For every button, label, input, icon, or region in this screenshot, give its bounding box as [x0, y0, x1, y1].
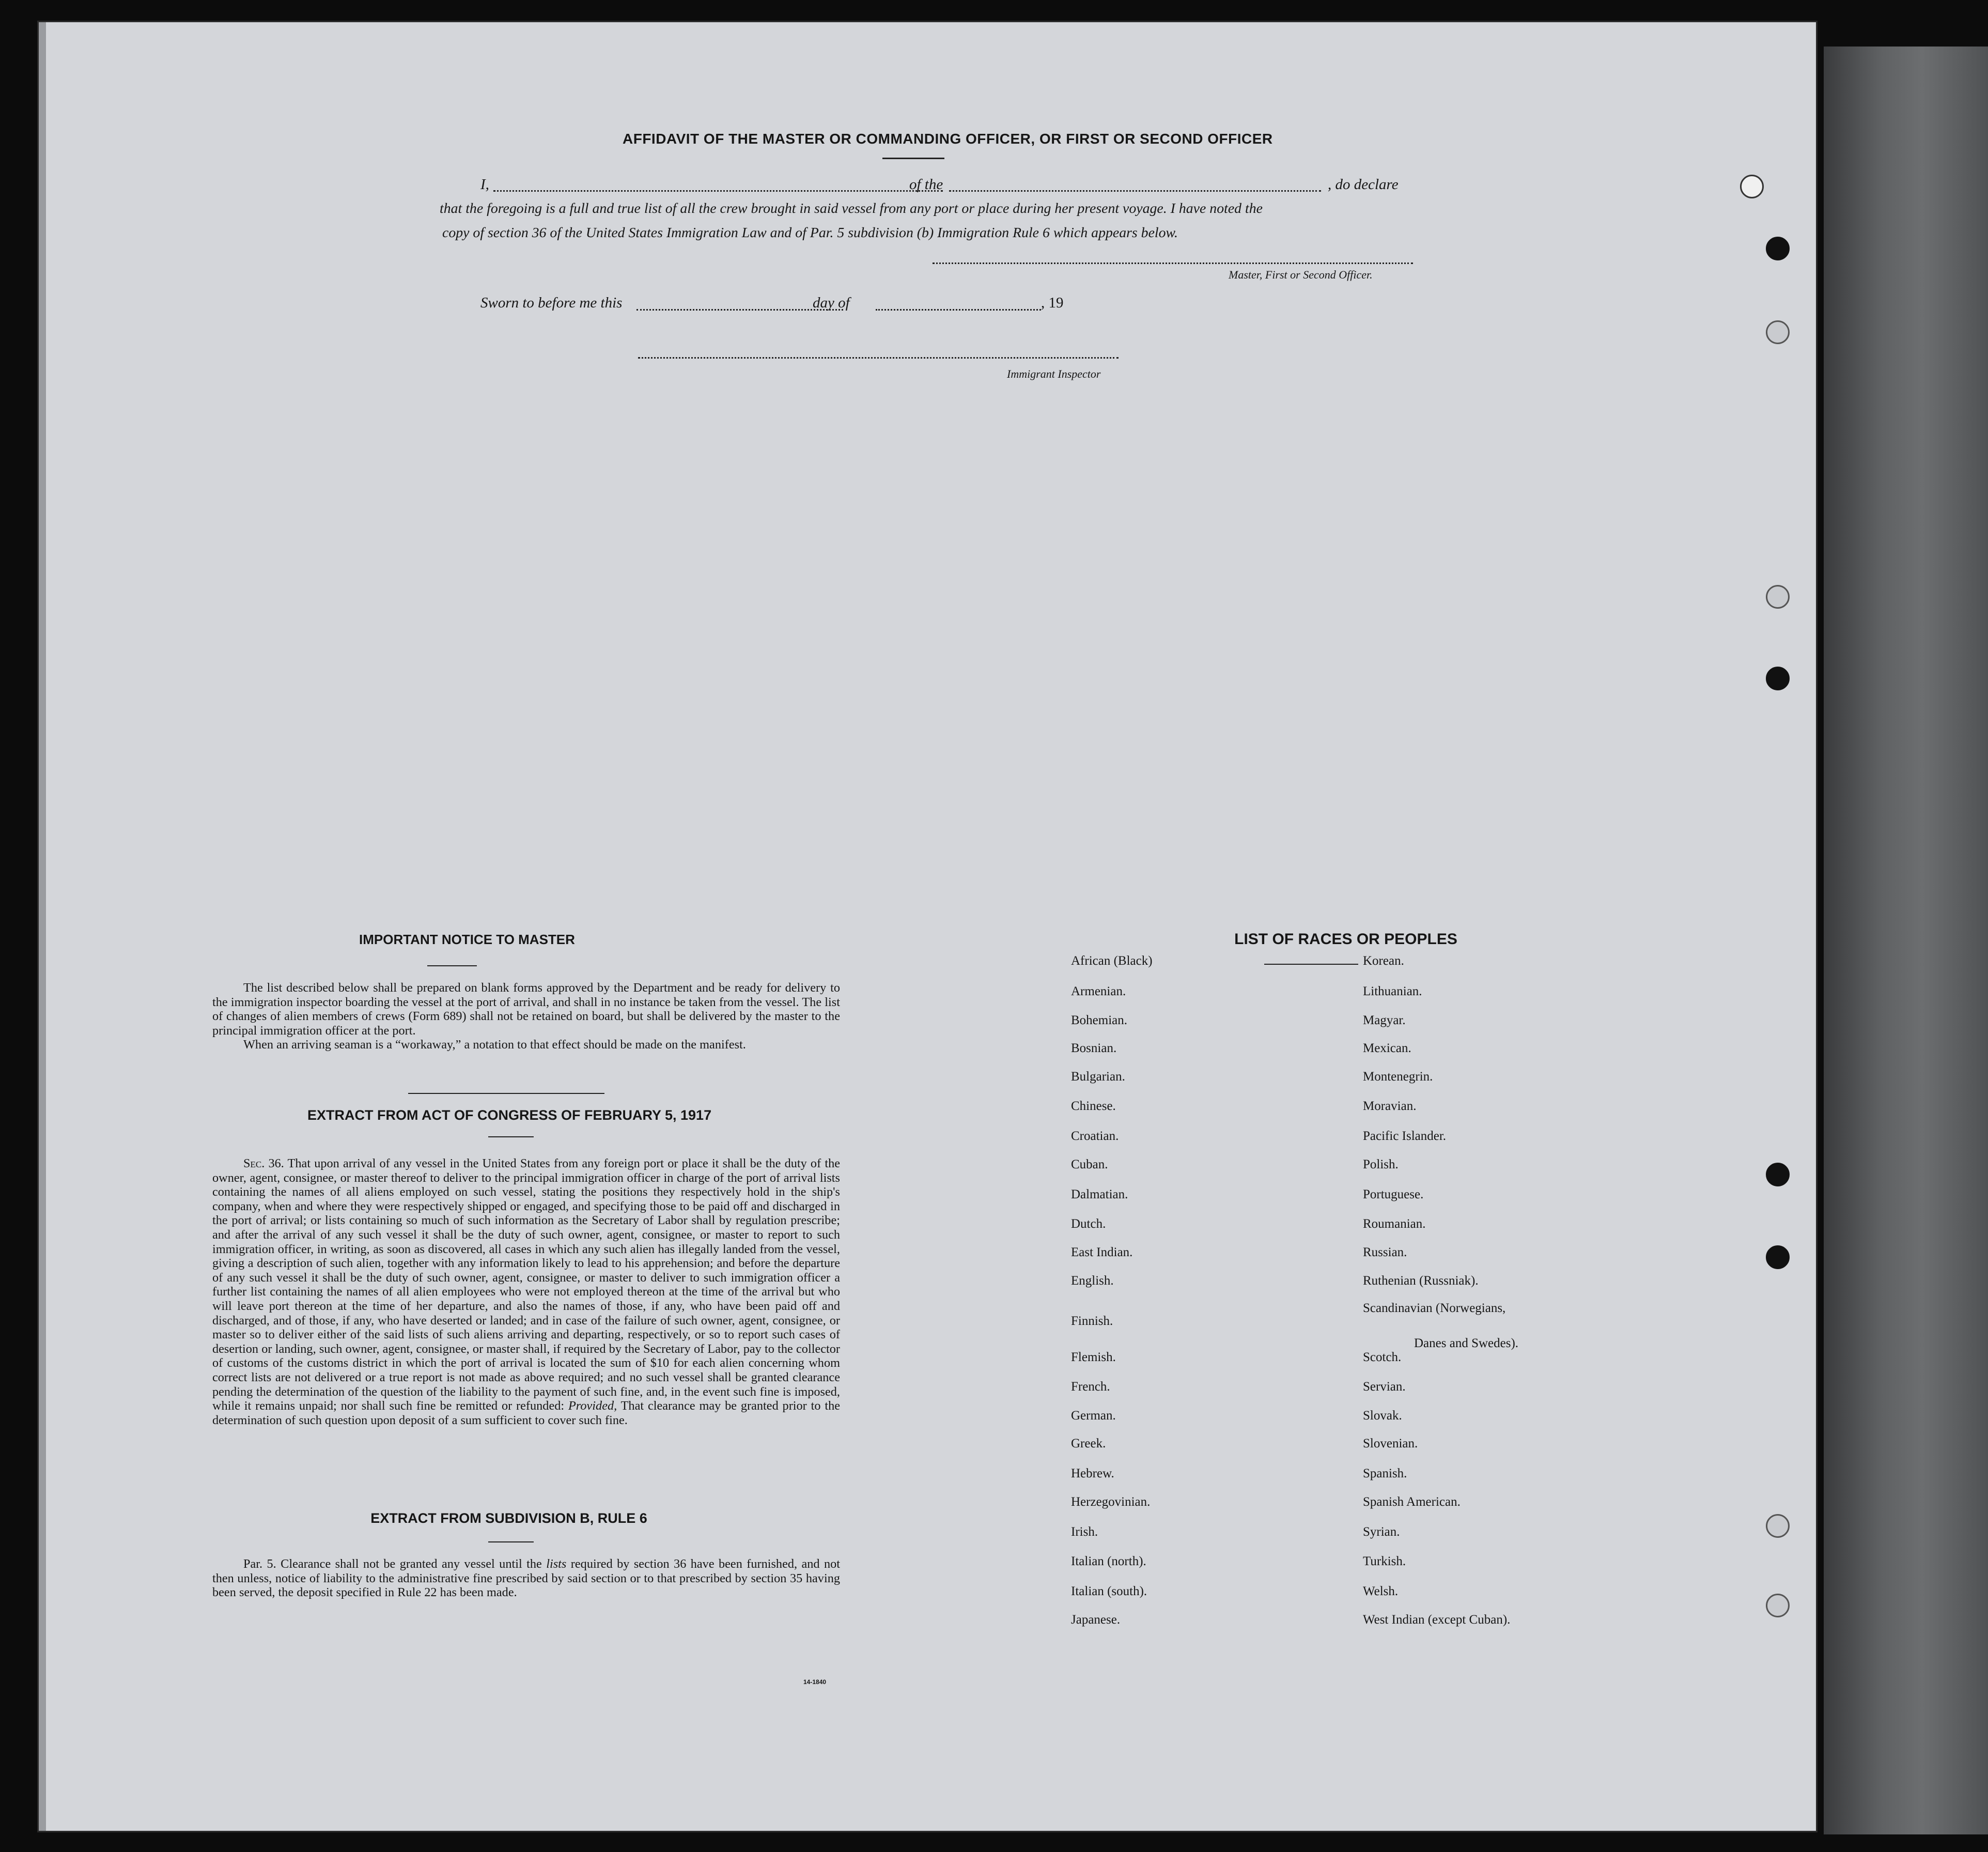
rule-text-a: Par. 5. Clearance shall not be granted any vessel until the — [243, 1557, 542, 1571]
rule-underline — [488, 1541, 534, 1542]
race-item: West Indian (except Cuban). — [1363, 1613, 1511, 1627]
race-item: Slovak. — [1363, 1409, 1402, 1423]
race-item: Portuguese. — [1363, 1187, 1424, 1201]
race-item: Armenian. — [1071, 984, 1126, 998]
notice-para-1: The list described below shall be prepared on blank forms approved by the Department and be ready for delivery to the immigration inspector boarding the vessel at the port of arrival, and shall in no instance be taken from the vessel. The list of changes of alien members of crews (Form 689) shall not be retained on board, but shall be delivered by the master to the principal immigration officer at the port. — [212, 981, 840, 1038]
race-item: Italian (north). — [1071, 1554, 1146, 1568]
race-item: East Indian. — [1071, 1245, 1133, 1259]
race-item: Bohemian. — [1071, 1013, 1128, 1027]
affidavit-declare: , do declare — [1328, 176, 1399, 193]
rule-text-b: required by section 36 have been furnished, and not then unless, notice of liability to the administrative fine prescribed by said section or to that prescribed by section 35 having been served, the deposit specified in Rule 22 has been made. — [212, 1557, 841, 1600]
section-divider — [408, 1093, 604, 1094]
race-item: Russian. — [1363, 1245, 1407, 1259]
inspector-caption: Immigrant Inspector — [1007, 367, 1101, 380]
race-item: Dutch. — [1071, 1217, 1106, 1231]
manifest-sheet — [37, 21, 1818, 1832]
rule-extract-title: EXTRACT FROM SUBDIVISION B, RULE 6 — [370, 1510, 647, 1526]
race-item: Greek. — [1071, 1437, 1106, 1450]
notice-underline — [427, 965, 477, 966]
race-item: Syrian. — [1363, 1525, 1400, 1539]
binder-hole — [1766, 1594, 1790, 1617]
race-item: Polish. — [1363, 1158, 1399, 1171]
master-caption: Master, First or Second Officer. — [1229, 268, 1373, 281]
race-item: Welsh. — [1363, 1584, 1399, 1598]
master-signature-blank — [933, 263, 1413, 264]
binder-hole — [1766, 237, 1790, 260]
race-item: Roumanian. — [1363, 1217, 1426, 1231]
binder-hole — [1766, 667, 1790, 690]
race-item: Croatian. — [1071, 1129, 1119, 1143]
race-item: Italian (south). — [1071, 1584, 1147, 1598]
race-item: Turkish. — [1363, 1554, 1406, 1568]
sworn-month-blank — [876, 309, 1041, 311]
rule-extract-text — [212, 1557, 840, 1600]
binder-hole — [1740, 175, 1764, 198]
binder-spine — [1824, 47, 1988, 1834]
race-item: Herzegovinian. — [1071, 1495, 1151, 1509]
sworn-day-blank — [636, 309, 843, 311]
races-title: LIST OF RACES OR PEOPLES — [1234, 931, 1457, 948]
act-text-b: That clearance may be granted prior to the determination of such question upon deposit of a sum sufficient to cover such fine. — [212, 1399, 841, 1427]
rule-paragraph — [212, 1557, 840, 1600]
race-item: Ruthenian (Russniak). — [1363, 1274, 1479, 1288]
binder-hole — [1766, 320, 1790, 344]
race-item: Spanish American. — [1363, 1495, 1461, 1509]
race-item: German. — [1071, 1409, 1116, 1423]
affidavit-line3: copy of section 36 of the United States Immigration Law and of Par. 5 subdivision (b) Immigration Rule 6 which appears below. — [442, 225, 1178, 241]
notice-text — [212, 981, 840, 1052]
race-item: African (Black) — [1071, 954, 1153, 968]
sec-36-label: Sec. 36. — [243, 1156, 284, 1170]
race-item: Dalmatian. — [1071, 1187, 1128, 1201]
race-item: Scandinavian (Norwegians, — [1363, 1301, 1506, 1315]
race-item: Montenegrin. — [1363, 1070, 1433, 1084]
race-item: Spanish. — [1363, 1467, 1407, 1480]
races-underline — [1264, 964, 1358, 965]
notice-title: IMPORTANT NOTICE TO MASTER — [359, 932, 575, 947]
race-item: Pacific Islander. — [1363, 1129, 1447, 1143]
affidavit-i: I, — [480, 176, 489, 193]
binder-hole — [1766, 1245, 1790, 1269]
title-underline — [882, 158, 944, 159]
race-item: English. — [1071, 1274, 1114, 1288]
race-item: Slovenian. — [1363, 1437, 1418, 1450]
race-item: Flemish. — [1071, 1350, 1116, 1364]
affidavit-line2: that the foregoing is a full and true list of all the crew brought in said vessel from any port or place during her present voyage. I have noted the — [440, 200, 1263, 217]
race-item: Irish. — [1071, 1525, 1098, 1539]
binder-hole — [1766, 1514, 1790, 1538]
sworn-day-of: day of — [813, 295, 850, 311]
race-item: Servian. — [1363, 1380, 1406, 1394]
race-item: Chinese. — [1071, 1099, 1116, 1113]
race-item: Scotch. — [1363, 1350, 1402, 1364]
race-item: Finnish. — [1071, 1314, 1113, 1328]
vessel-blank — [949, 190, 1321, 192]
race-item: Lithuanian. — [1363, 984, 1422, 998]
act-text-a: That upon arrival of any vessel in the United States from any foreign port or place it shall be the duty of the owner, agent, consignee, or master thereof to deliver to the principal immigration officer in charge of the port of arrival lists containing the names of all aliens employed on such vessel, stating the positions they respectively hold in the ship's company, when and where they were respectively shipped or engaged, and specifying those to be paid off and discharged in the port of arrival; or lists containing so much of such information as the Secretary of Labor shall by regulation prescribe; and after the arrival of any such vessel it shall be the duty of such owner, agent, consignee, or master to report to such immigration officer, in writing, as soon as discovered, all cases in which any such alien has illegally landed from the vessel, giving a description of such alien, together with any information likely to lead to his apprehension; and before the departure of any such vessel it shall be the duty of such owner, agent, consignee, or master to deliver to such immigration officer a further list containing the names of all alien employees who were not employed thereon at the time of the arrival but who will leave port thereon at the time of her departure, and also the names of those, if any, who have been paid off and discharged, and of those, if any, who have deserted or landed; and in case of the failure of such owner, agent, consignee, or master so to deliver either of the said lists of such aliens arriving and departing, respectively, or so to report such cases of desertion or landing, such owner, agent, consignee, or master shall, if required by the Secretary of Labor, pay to the collector of customs of the customs district in which the port of arrival is located the sum of $10 for each alien concerning whom correct lists are not delivered or a true report is not made as above required; and no such vessel shall be granted clearance pending the determination of the question of the liability to the payment of such fine, and, in the event such fine is imposed, while it remains unpaid; nor shall such fine be remitted or refunded: — [212, 1156, 841, 1413]
race-item: Hebrew. — [1071, 1467, 1114, 1480]
affidavit-of-the: of the — [909, 176, 943, 193]
provided-word: Provided, — [568, 1399, 617, 1413]
act-underline — [488, 1136, 534, 1137]
race-item: Bosnian. — [1071, 1041, 1117, 1055]
race-item: Cuban. — [1071, 1158, 1108, 1171]
notice-para-2: When an arriving seaman is a “workaway,” a notation to that effect should be made on the manifest. — [243, 1038, 746, 1052]
race-item: Moravian. — [1363, 1099, 1417, 1113]
race-item: Mexican. — [1363, 1041, 1411, 1055]
race-item: French. — [1071, 1380, 1110, 1394]
act-paragraph — [212, 1156, 840, 1427]
act-extract-title: EXTRACT FROM ACT OF CONGRESS OF FEBRUARY 5, 1917 — [307, 1107, 712, 1123]
form-number: 14-1840 — [803, 1678, 827, 1686]
affidavit-title: AFFIDAVIT OF THE MASTER OR COMMANDING OFFICER, OR FIRST OR SECOND OFFICER — [623, 131, 1273, 147]
race-item: Magyar. — [1363, 1013, 1406, 1027]
act-extract-text — [212, 1156, 840, 1427]
sworn-year: , 19 — [1041, 295, 1064, 311]
page-edge — [39, 22, 46, 1831]
race-item: Bulgarian. — [1071, 1070, 1125, 1084]
race-item: Korean. — [1363, 954, 1404, 968]
sworn-text: Sworn to before me this — [480, 295, 623, 311]
race-scandinavian-line2: Danes and Swedes). — [1414, 1336, 1519, 1350]
inspector-signature-blank — [638, 357, 1119, 359]
binder-hole — [1766, 585, 1790, 609]
race-item: Japanese. — [1071, 1613, 1121, 1627]
lists-word: lists — [546, 1557, 567, 1571]
name-blank — [493, 190, 943, 192]
binder-hole — [1766, 1163, 1790, 1186]
